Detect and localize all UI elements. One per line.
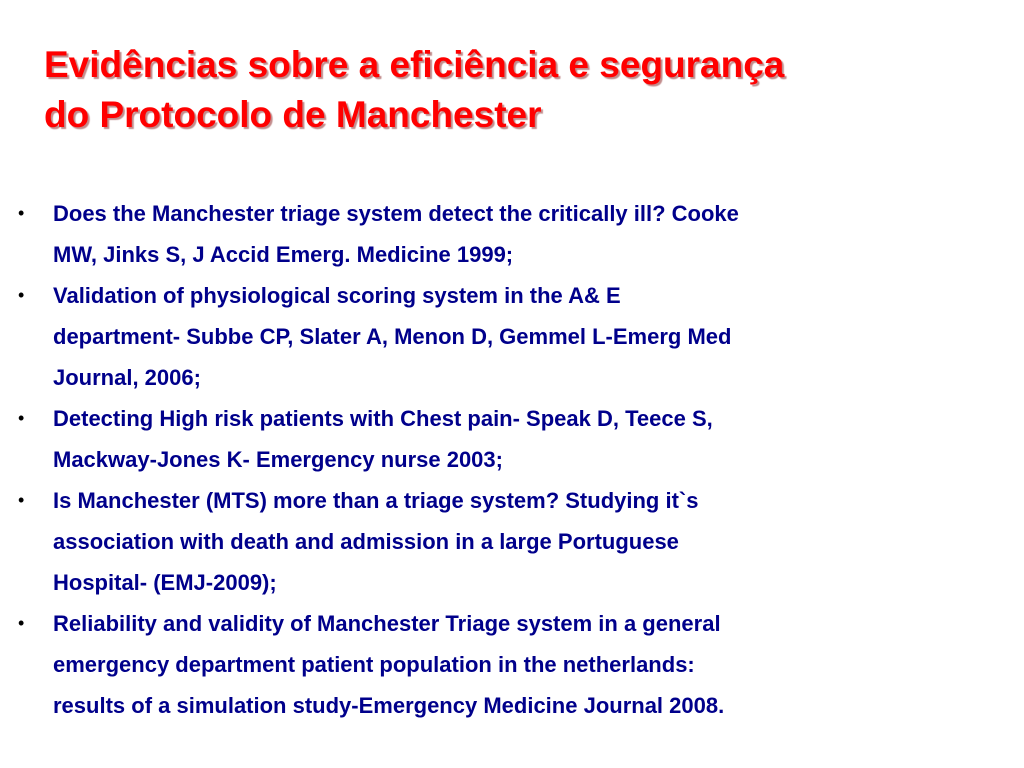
reference-text-line: Detecting High risk patients with Chest pain- Speak D, Teece S, (53, 406, 713, 431)
reference-text-line: Mackway-Jones K- Emergency nurse 2003; (53, 447, 503, 472)
reference-text-line: Does the Manchester triage system detect the critically ill? Cooke (53, 201, 739, 226)
reference-text-line: department- Subbe CP, Slater A, Menon D, Gemmel L-Emerg Med (53, 324, 732, 349)
reference-text-line: Hospital- (EMJ-2009); (53, 570, 277, 595)
reference-item-4 (18, 480, 948, 603)
bullet-icon: • (18, 285, 25, 305)
reference-text-line: results of a simulation study-Emergency Medicine Journal 2008. (53, 693, 725, 718)
bullet-icon: • (18, 408, 25, 428)
reference-text-line: emergency department patient population in the netherlands: (53, 652, 695, 677)
reference-list (18, 193, 948, 726)
bullet-icon: • (18, 203, 25, 223)
reference-text-line: association with death and admission in a large Portuguese (53, 529, 679, 554)
reference-text-line: MW, Jinks S, J Accid Emerg. Medicine 1999; (53, 242, 514, 267)
reference-item-2 (18, 275, 948, 398)
reference-text-line: Is Manchester (MTS) more than a triage system? Studying it`s (53, 488, 699, 513)
reference-text-line: Reliability and validity of Manchester Triage system in a general (53, 611, 721, 636)
reference-text-line: Validation of physiological scoring system in the A& E (53, 283, 621, 308)
slide-title-line-2: do Protocolo de Manchester (44, 94, 542, 135)
reference-item-3 (18, 398, 948, 480)
slide-title (44, 40, 994, 140)
slide-title-line-1: Evidências sobre a eficiência e segurança (44, 44, 785, 85)
bullet-icon: • (18, 613, 25, 633)
reference-text-line: Journal, 2006; (53, 365, 201, 390)
reference-item-5 (18, 603, 948, 726)
reference-item-1 (18, 193, 948, 275)
bullet-icon: • (18, 490, 25, 510)
